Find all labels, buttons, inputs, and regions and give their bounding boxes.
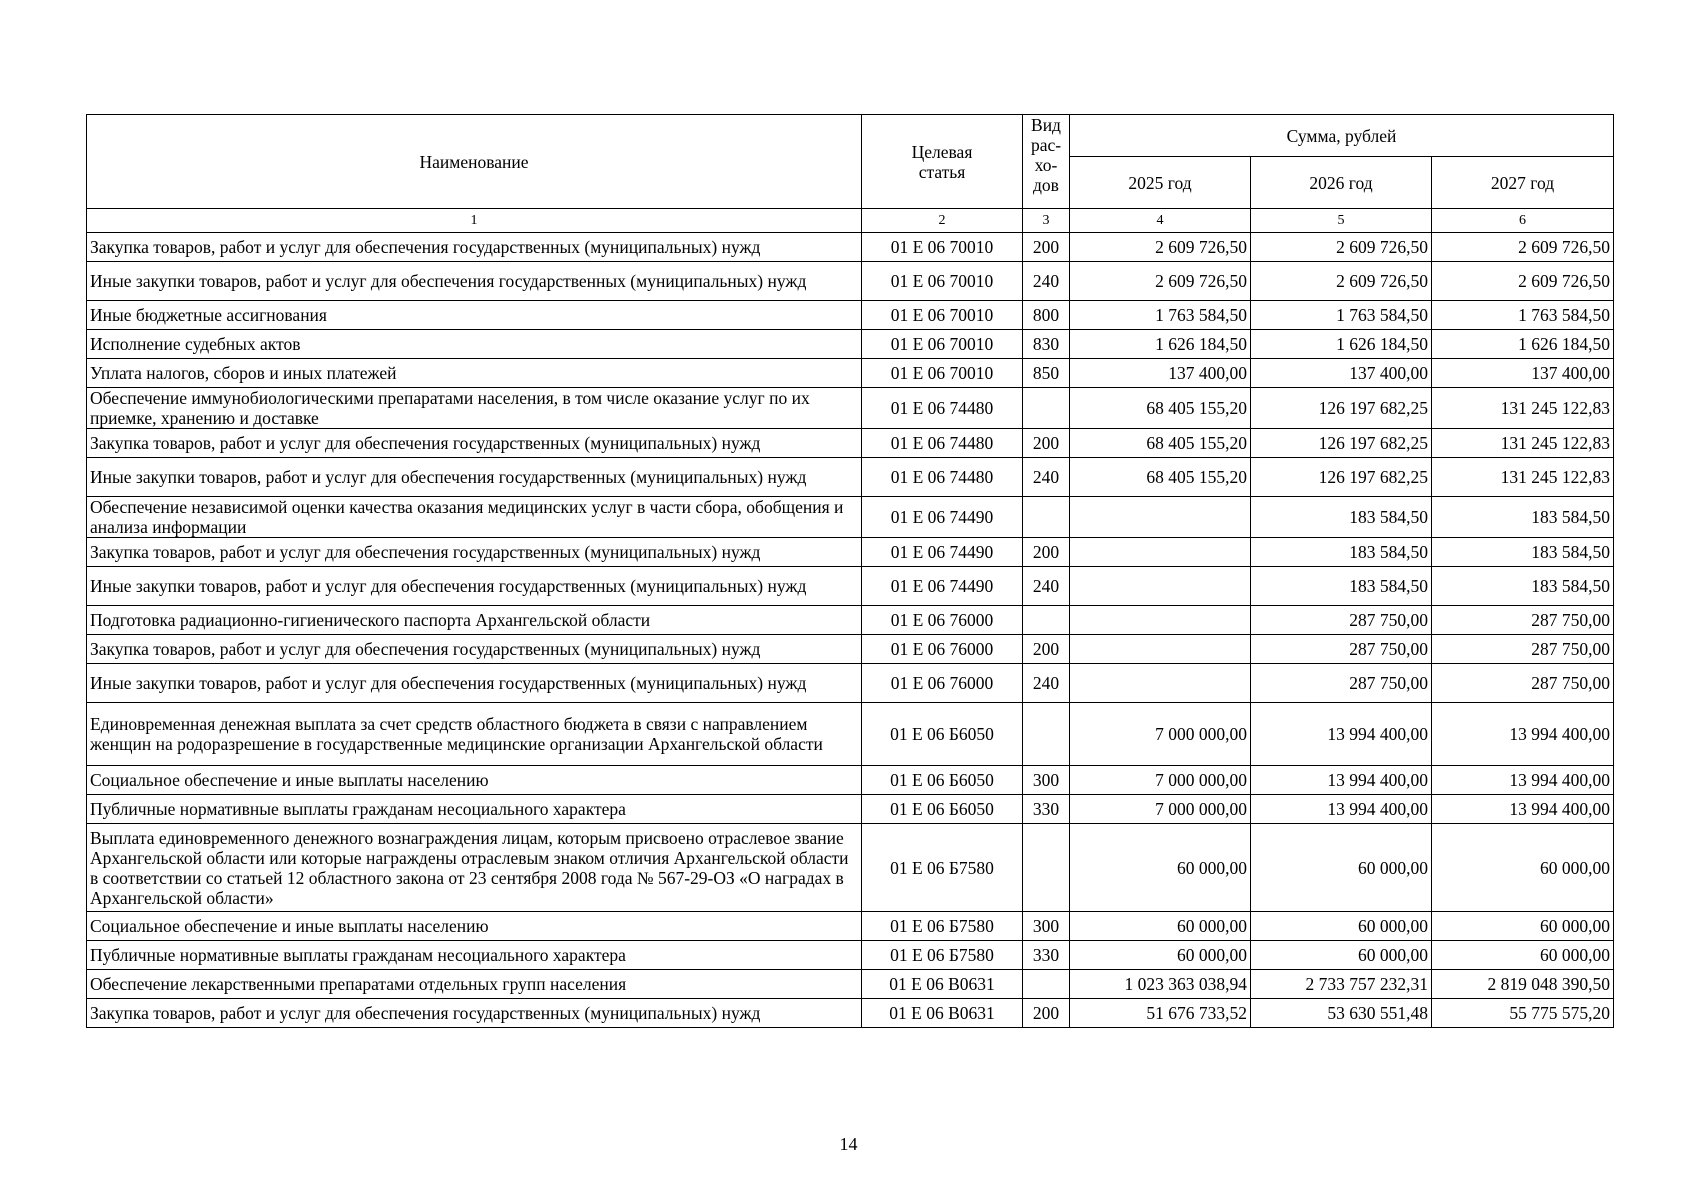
amount-2026: 60 000,00 [1251, 941, 1432, 970]
amount-2025: 51 676 733,52 [1070, 999, 1251, 1028]
amount-2027: 2 609 726,50 [1432, 262, 1614, 301]
table-row [87, 664, 1614, 703]
amount-2027: 1 626 184,50 [1432, 330, 1614, 359]
target-article: 01 Е 06 70010 [862, 301, 1023, 330]
target-article: 01 Е 06 70010 [862, 359, 1023, 388]
table-row [87, 999, 1614, 1028]
amount-2026: 287 750,00 [1251, 635, 1432, 664]
amount-2026: 126 197 682,25 [1251, 388, 1432, 429]
amount-2025 [1070, 664, 1251, 703]
amount-2025: 60 000,00 [1070, 941, 1251, 970]
amount-2025: 7 000 000,00 [1070, 703, 1251, 766]
column-number: 2 [862, 209, 1023, 233]
target-article: 01 Е 06 Б7580 [862, 941, 1023, 970]
amount-2025: 7 000 000,00 [1070, 766, 1251, 795]
row-name: Закупка товаров, работ и услуг для обеспечения государственных (муниципальных) нужд [87, 233, 862, 262]
amount-2026: 13 994 400,00 [1251, 703, 1432, 766]
target-article: 01 Е 06 70010 [862, 262, 1023, 301]
amount-2026: 2 609 726,50 [1251, 262, 1432, 301]
amount-2026: 2 733 757 232,31 [1251, 970, 1432, 999]
amount-2026: 1 763 584,50 [1251, 301, 1432, 330]
amount-2026: 60 000,00 [1251, 824, 1432, 912]
table-row [87, 429, 1614, 458]
amount-2025: 2 609 726,50 [1070, 262, 1251, 301]
row-name: Публичные нормативные выплаты гражданам несоциального характера [87, 795, 862, 824]
target-article: 01 Е 06 74490 [862, 538, 1023, 567]
table-row [87, 262, 1614, 301]
expense-type: 200 [1023, 635, 1070, 664]
row-name: Публичные нормативные выплаты гражданам несоциального характера [87, 941, 862, 970]
row-name: Обеспечение иммунобиологическими препаратами населения, в том числе оказание услуг по их приемке, хранению и доставке [87, 388, 862, 429]
amount-2025 [1070, 606, 1251, 635]
amount-2027: 131 245 122,83 [1432, 458, 1614, 497]
expense-type: 240 [1023, 262, 1070, 301]
amount-2027: 131 245 122,83 [1432, 388, 1614, 429]
amount-2027: 1 763 584,50 [1432, 301, 1614, 330]
header-year-2027: 2027 год [1432, 157, 1614, 209]
column-number: 1 [87, 209, 862, 233]
expense-type: 300 [1023, 912, 1070, 941]
budget-table [86, 114, 1614, 1028]
amount-2026: 1 626 184,50 [1251, 330, 1432, 359]
target-article: 01 Е 06 74480 [862, 429, 1023, 458]
expense-type: 200 [1023, 999, 1070, 1028]
column-number: 5 [1251, 209, 1432, 233]
row-name: Закупка товаров, работ и услуг для обеспечения государственных (муниципальных) нужд [87, 635, 862, 664]
expense-type [1023, 703, 1070, 766]
column-number: 4 [1070, 209, 1251, 233]
expense-type: 830 [1023, 330, 1070, 359]
target-article: 01 Е 06 74480 [862, 388, 1023, 429]
row-name: Исполнение судебных актов [87, 330, 862, 359]
row-name: Иные закупки товаров, работ и услуг для обеспечения государственных (муниципальных) нужд [87, 262, 862, 301]
amount-2026: 13 994 400,00 [1251, 795, 1432, 824]
amount-2025 [1070, 635, 1251, 664]
amount-2026: 137 400,00 [1251, 359, 1432, 388]
expense-type: 200 [1023, 233, 1070, 262]
target-article: 01 Е 06 Б6050 [862, 795, 1023, 824]
target-article: 01 Е 06 76000 [862, 606, 1023, 635]
target-article: 01 Е 06 Б7580 [862, 824, 1023, 912]
amount-2027: 183 584,50 [1432, 567, 1614, 606]
amount-2027: 287 750,00 [1432, 635, 1614, 664]
amount-2027: 183 584,50 [1432, 538, 1614, 567]
table-row [87, 912, 1614, 941]
row-name: Закупка товаров, работ и услуг для обеспечения государственных (муниципальных) нужд [87, 538, 862, 567]
amount-2025: 68 405 155,20 [1070, 388, 1251, 429]
row-name: Выплата единовременного денежного вознаграждения лицам, которым присвоено отраслевое звание Архангельской области или которые награждены отраслевым знаком отличия Архангельской области в соответствии со статьей 12 областного закона от 23 сентября 2008 года № 567-29-ОЗ «О наградах в Архангельской области» [87, 824, 862, 912]
amount-2025: 68 405 155,20 [1070, 429, 1251, 458]
table-row [87, 606, 1614, 635]
amount-2025 [1070, 497, 1251, 538]
row-name: Иные закупки товаров, работ и услуг для обеспечения государственных (муниципальных) нужд [87, 458, 862, 497]
table-row [87, 538, 1614, 567]
target-article: 01 Е 06 74480 [862, 458, 1023, 497]
header-year-2025: 2025 год [1070, 157, 1251, 209]
table-row [87, 567, 1614, 606]
target-article: 01 Е 06 Б7580 [862, 912, 1023, 941]
expense-type: 240 [1023, 458, 1070, 497]
target-article: 01 Е 06 70010 [862, 330, 1023, 359]
row-name: Иные закупки товаров, работ и услуг для обеспечения государственных (муниципальных) нужд [87, 567, 862, 606]
target-article: 01 Е 06 В0631 [862, 999, 1023, 1028]
row-name: Обеспечение независимой оценки качества оказания медицинских услуг в части сбора, обобщения и анализа информации [87, 497, 862, 538]
amount-2025: 68 405 155,20 [1070, 458, 1251, 497]
expense-type [1023, 824, 1070, 912]
amount-2027: 2 609 726,50 [1432, 233, 1614, 262]
amount-2027: 131 245 122,83 [1432, 429, 1614, 458]
amount-2026: 53 630 551,48 [1251, 999, 1432, 1028]
amount-2025: 1 626 184,50 [1070, 330, 1251, 359]
row-name: Обеспечение лекарственными препаратами отдельных групп населения [87, 970, 862, 999]
table-row [87, 824, 1614, 912]
column-number: 6 [1432, 209, 1614, 233]
amount-2027: 287 750,00 [1432, 664, 1614, 703]
amount-2027: 60 000,00 [1432, 941, 1614, 970]
expense-type [1023, 970, 1070, 999]
target-article: 01 Е 06 Б6050 [862, 766, 1023, 795]
table-row [87, 497, 1614, 538]
row-name: Закупка товаров, работ и услуг для обеспечения государственных (муниципальных) нужд [87, 429, 862, 458]
column-number: 3 [1023, 209, 1070, 233]
table-row [87, 359, 1614, 388]
expense-type: 330 [1023, 795, 1070, 824]
header-vid [1023, 115, 1070, 209]
header-year-2026: 2026 год [1251, 157, 1432, 209]
amount-2026: 287 750,00 [1251, 606, 1432, 635]
target-article: 01 Е 06 74490 [862, 567, 1023, 606]
row-name: Подготовка радиационно-гигиенического паспорта Архангельской области [87, 606, 862, 635]
header-vid-text: Вид рас- хо- дов [1030, 115, 1062, 195]
header-code [862, 115, 1023, 209]
row-name: Закупка товаров, работ и услуг для обеспечения государственных (муниципальных) нужд [87, 999, 862, 1028]
amount-2025: 1 763 584,50 [1070, 301, 1251, 330]
amount-2026: 126 197 682,25 [1251, 429, 1432, 458]
row-name: Единовременная денежная выплата за счет средств областного бюджета в связи с направлением женщин на родоразрешение в государственные медицинские организации Архангельской области [87, 703, 862, 766]
table-row [87, 330, 1614, 359]
table-row [87, 233, 1614, 262]
expense-type: 200 [1023, 429, 1070, 458]
header-sum: Сумма, рублей [1070, 115, 1614, 157]
target-article: 01 Е 06 74490 [862, 497, 1023, 538]
amount-2025 [1070, 538, 1251, 567]
expense-type [1023, 497, 1070, 538]
header-code-text: Целевая статья [911, 141, 973, 182]
table-row [87, 795, 1614, 824]
expense-type: 850 [1023, 359, 1070, 388]
header-name: Наименование [87, 115, 862, 209]
amount-2025: 137 400,00 [1070, 359, 1251, 388]
table-row [87, 458, 1614, 497]
target-article: 01 Е 06 70010 [862, 233, 1023, 262]
amount-2026: 13 994 400,00 [1251, 766, 1432, 795]
amount-2027: 2 819 048 390,50 [1432, 970, 1614, 999]
amount-2027: 183 584,50 [1432, 497, 1614, 538]
amount-2027: 55 775 575,20 [1432, 999, 1614, 1028]
table-row [87, 635, 1614, 664]
amount-2026: 2 609 726,50 [1251, 233, 1432, 262]
amount-2027: 13 994 400,00 [1432, 766, 1614, 795]
amount-2026: 183 584,50 [1251, 538, 1432, 567]
expense-type [1023, 388, 1070, 429]
expense-type: 800 [1023, 301, 1070, 330]
amount-2027: 287 750,00 [1432, 606, 1614, 635]
target-article: 01 Е 06 76000 [862, 664, 1023, 703]
amount-2025: 60 000,00 [1070, 824, 1251, 912]
amount-2025: 7 000 000,00 [1070, 795, 1251, 824]
table-row [87, 703, 1614, 766]
amount-2027: 13 994 400,00 [1432, 703, 1614, 766]
amount-2027: 13 994 400,00 [1432, 795, 1614, 824]
row-name: Иные бюджетные ассигнования [87, 301, 862, 330]
expense-type: 300 [1023, 766, 1070, 795]
table-row [87, 301, 1614, 330]
row-name: Иные закупки товаров, работ и услуг для обеспечения государственных (муниципальных) нужд [87, 664, 862, 703]
target-article: 01 Е 06 Б6050 [862, 703, 1023, 766]
expense-type: 240 [1023, 567, 1070, 606]
expense-type: 330 [1023, 941, 1070, 970]
row-name: Социальное обеспечение и иные выплаты населению [87, 766, 862, 795]
table-row [87, 388, 1614, 429]
page-number: 14 [839, 1134, 858, 1154]
amount-2026: 183 584,50 [1251, 567, 1432, 606]
amount-2025 [1070, 567, 1251, 606]
expense-type [1023, 606, 1070, 635]
amount-2025: 2 609 726,50 [1070, 233, 1251, 262]
target-article: 01 Е 06 В0631 [862, 970, 1023, 999]
table-body [87, 233, 1614, 1028]
table-row [87, 970, 1614, 999]
row-name: Социальное обеспечение и иные выплаты населению [87, 912, 862, 941]
expense-type: 200 [1023, 538, 1070, 567]
amount-2025: 60 000,00 [1070, 912, 1251, 941]
amount-2025: 1 023 363 038,94 [1070, 970, 1251, 999]
amount-2026: 183 584,50 [1251, 497, 1432, 538]
row-name: Уплата налогов, сборов и иных платежей [87, 359, 862, 388]
amount-2026: 60 000,00 [1251, 912, 1432, 941]
amount-2026: 287 750,00 [1251, 664, 1432, 703]
table-row [87, 941, 1614, 970]
expense-type: 240 [1023, 664, 1070, 703]
amount-2026: 126 197 682,25 [1251, 458, 1432, 497]
table-row [87, 766, 1614, 795]
amount-2027: 137 400,00 [1432, 359, 1614, 388]
amount-2027: 60 000,00 [1432, 912, 1614, 941]
target-article: 01 Е 06 76000 [862, 635, 1023, 664]
amount-2027: 60 000,00 [1432, 824, 1614, 912]
